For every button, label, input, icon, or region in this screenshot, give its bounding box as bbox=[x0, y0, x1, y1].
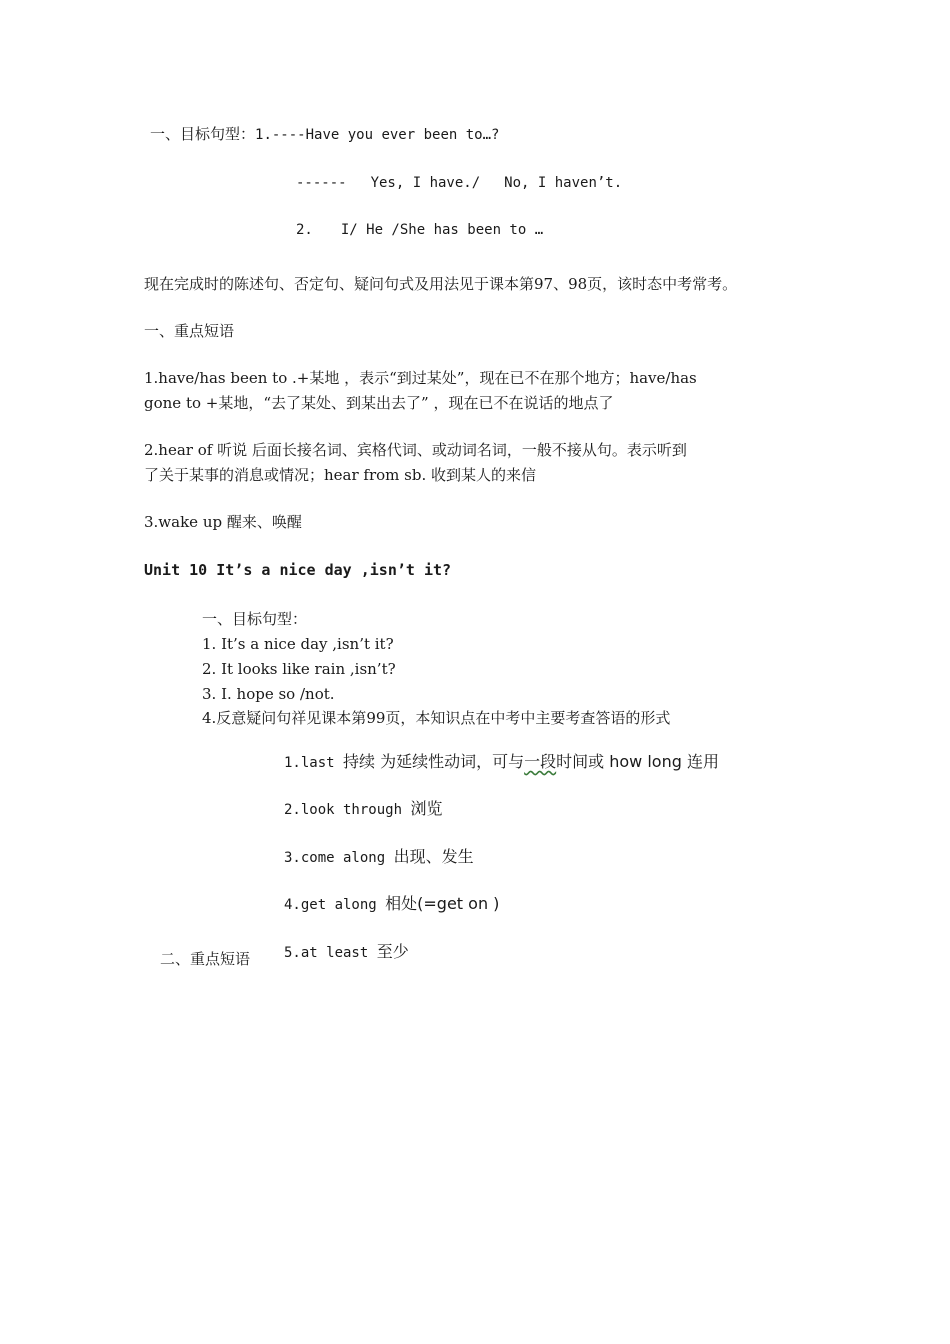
section1-line bbox=[150, 124, 499, 145]
unit-sentences-heading: 一、目标句型： bbox=[202, 610, 308, 628]
phrases-heading: 一、重点短语 bbox=[144, 322, 235, 340]
section1-reply bbox=[296, 173, 622, 193]
unit-phrase-4 bbox=[284, 894, 499, 915]
unit-phrase-2-en: 2.look through bbox=[284, 802, 411, 818]
unit-phrases-side-heading: 二、重点短语 bbox=[160, 950, 251, 968]
unit-phrase-1-rest-b: 一段 bbox=[524, 752, 557, 771]
phrase1-line1: 1.have/has been to .+某地 ，表示“到过某处”，现在已不在那个地方；have/has bbox=[144, 369, 697, 387]
unit-phrase-3-en: 3.come along bbox=[284, 850, 394, 866]
unit-phrase-5-zh: 至少 bbox=[376, 942, 409, 961]
unit-phrase-5-en: 5.at least bbox=[284, 945, 377, 961]
unit-phrase-4-en: 4.get along bbox=[284, 897, 386, 913]
unit-phrase-1-zh: 持续 bbox=[343, 752, 376, 771]
unit-sentence-2: 2. It looks like rain ,isn’t? bbox=[202, 660, 396, 678]
section1-label: 一、目标句型： bbox=[150, 125, 256, 143]
reply-slash: ./ bbox=[463, 175, 481, 191]
unit-phrase-3 bbox=[284, 847, 474, 868]
unit-phrase-1-en: 1.last bbox=[284, 755, 344, 771]
unit-sentence-4: 4.反意疑问句祥见课本第99页，本知识点在中考中主要考查答语的形式 bbox=[202, 709, 671, 727]
unit-phrase-2 bbox=[284, 799, 442, 820]
reply-no: No, I haven’t. bbox=[504, 175, 623, 191]
section1-item2 bbox=[296, 220, 543, 240]
unit-sentence-1: 1. It’s a nice day ,isn’t it? bbox=[202, 635, 394, 653]
item2-text: I/ He /She has been to … bbox=[340, 222, 544, 238]
present-perfect-note: 现在完成时的陈述句、否定句、疑问句式及用法见于课本第97、98页，该时态中考常考。 bbox=[144, 275, 738, 293]
phrase3: 3.wake up 醒来、唤醒 bbox=[144, 513, 302, 531]
unit-phrase-1 bbox=[284, 752, 719, 773]
phrase2-line2: 了关于某事的消息或情况；hear from sb. 收到某人的来信 bbox=[144, 466, 537, 484]
phrase2-line1: 2.hear of 听说 后面长接名词、宾格代词、或动词名词，一般不接从句。表示听到 bbox=[144, 441, 687, 459]
unit-phrase-1-rest-c: 时间或 how long 连用 bbox=[556, 752, 719, 771]
unit-phrase-5 bbox=[284, 942, 409, 963]
unit-phrase-4-zh: 相处(=get on ) bbox=[385, 894, 500, 913]
unit-phrase-1-rest-a: 为延续性动词，可与 bbox=[375, 752, 525, 771]
unit-sentence-3: 3. I. hope so /not. bbox=[202, 685, 335, 703]
reply-yes: Yes, I have bbox=[370, 175, 464, 191]
unit-phrase-2-zh: 浏览 bbox=[410, 799, 443, 818]
reply-dash: ------ bbox=[296, 175, 347, 191]
unit-phrase-3-zh: 出现、发生 bbox=[393, 847, 474, 866]
section1-item1: 1.----Have you ever been to…? bbox=[255, 127, 500, 143]
phrase1-line2: gone to +某地，“去了某处、到某出去了” ，现在已不在说话的地点了 bbox=[144, 394, 614, 412]
unit-title: Unit 10 It’s a nice day ,isn’t it? bbox=[144, 561, 452, 579]
item2-num: 2. bbox=[296, 222, 313, 238]
